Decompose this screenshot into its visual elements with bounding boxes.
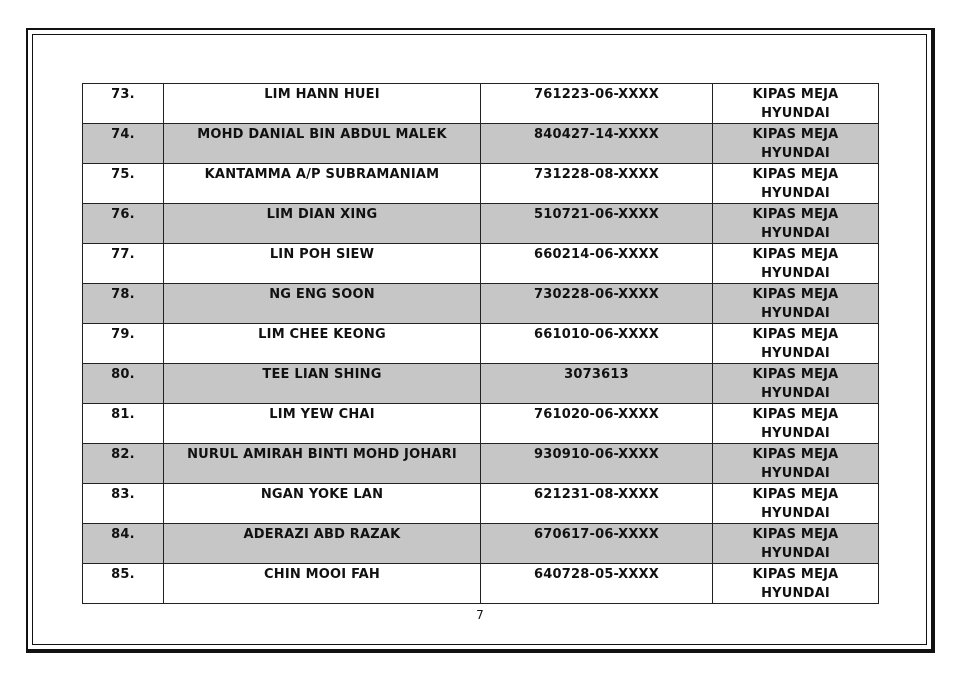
row-number: 84. <box>83 524 164 564</box>
recipient-name: TEE LIAN SHING <box>164 364 481 404</box>
item-description: KIPAS MEJA HYUNDAI <box>713 564 879 604</box>
table-row <box>83 284 879 324</box>
item-description: KIPAS MEJA HYUNDAI <box>713 244 879 284</box>
ic-number: 930910-06-XXXX <box>481 444 713 484</box>
row-number: 85. <box>83 564 164 604</box>
table-row <box>83 564 879 604</box>
item-description: KIPAS MEJA HYUNDAI <box>713 524 879 564</box>
ic-number: 640728-05-XXXX <box>481 564 713 604</box>
ic-number: 661010-06-XXXX <box>481 324 713 364</box>
row-number: 79. <box>83 324 164 364</box>
row-number: 78. <box>83 284 164 324</box>
row-number: 74. <box>83 124 164 164</box>
ic-number: 761223-06-XXXX <box>481 84 713 124</box>
table-row <box>83 244 879 284</box>
item-description: KIPAS MEJA HYUNDAI <box>713 444 879 484</box>
page-number: 7 <box>476 608 484 622</box>
ic-number: 3073613 <box>481 364 713 404</box>
table-row <box>83 444 879 484</box>
ic-number: 761020-06-XXXX <box>481 404 713 444</box>
ic-number: 670617-06-XXXX <box>481 524 713 564</box>
recipient-name: LIN POH SIEW <box>164 244 481 284</box>
recipient-name: MOHD DANIAL BIN ABDUL MALEK <box>164 124 481 164</box>
item-description: KIPAS MEJA HYUNDAI <box>713 324 879 364</box>
table-row <box>83 204 879 244</box>
recipient-name: LIM YEW CHAI <box>164 404 481 444</box>
table-row <box>83 404 879 444</box>
row-number: 83. <box>83 484 164 524</box>
ic-number: 840427-14-XXXX <box>481 124 713 164</box>
row-number: 81. <box>83 404 164 444</box>
recipient-name: NGAN YOKE LAN <box>164 484 481 524</box>
item-description: KIPAS MEJA HYUNDAI <box>713 404 879 444</box>
table-row <box>83 124 879 164</box>
recipient-name: CHIN MOOI FAH <box>164 564 481 604</box>
table-row <box>83 324 879 364</box>
recipient-table <box>82 83 879 604</box>
item-description: KIPAS MEJA HYUNDAI <box>713 484 879 524</box>
recipient-name: NG ENG SOON <box>164 284 481 324</box>
table-row <box>83 164 879 204</box>
row-number: 77. <box>83 244 164 284</box>
ic-number: 660214-06-XXXX <box>481 244 713 284</box>
item-description: KIPAS MEJA HYUNDAI <box>713 364 879 404</box>
recipient-name: ADERAZI ABD RAZAK <box>164 524 481 564</box>
recipient-name: LIM DIAN XING <box>164 204 481 244</box>
item-description: KIPAS MEJA HYUNDAI <box>713 124 879 164</box>
item-description: KIPAS MEJA HYUNDAI <box>713 204 879 244</box>
recipient-name: NURUL AMIRAH BINTI MOHD JOHARI <box>164 444 481 484</box>
recipient-name: LIM HANN HUEI <box>164 84 481 124</box>
item-description: KIPAS MEJA HYUNDAI <box>713 84 879 124</box>
item-description: KIPAS MEJA HYUNDAI <box>713 164 879 204</box>
ic-number: 730228-06-XXXX <box>481 284 713 324</box>
row-number: 76. <box>83 204 164 244</box>
ic-number: 621231-08-XXXX <box>481 484 713 524</box>
ic-number: 510721-06-XXXX <box>481 204 713 244</box>
ic-number: 731228-08-XXXX <box>481 164 713 204</box>
row-number: 80. <box>83 364 164 404</box>
recipient-name: LIM CHEE KEONG <box>164 324 481 364</box>
recipient-name: KANTAMMA A/P SUBRAMANIAM <box>164 164 481 204</box>
row-number: 73. <box>83 84 164 124</box>
row-number: 82. <box>83 444 164 484</box>
row-number: 75. <box>83 164 164 204</box>
table-row <box>83 484 879 524</box>
table-row <box>83 524 879 564</box>
table-row <box>83 84 879 124</box>
item-description: KIPAS MEJA HYUNDAI <box>713 284 879 324</box>
table-row <box>83 364 879 404</box>
